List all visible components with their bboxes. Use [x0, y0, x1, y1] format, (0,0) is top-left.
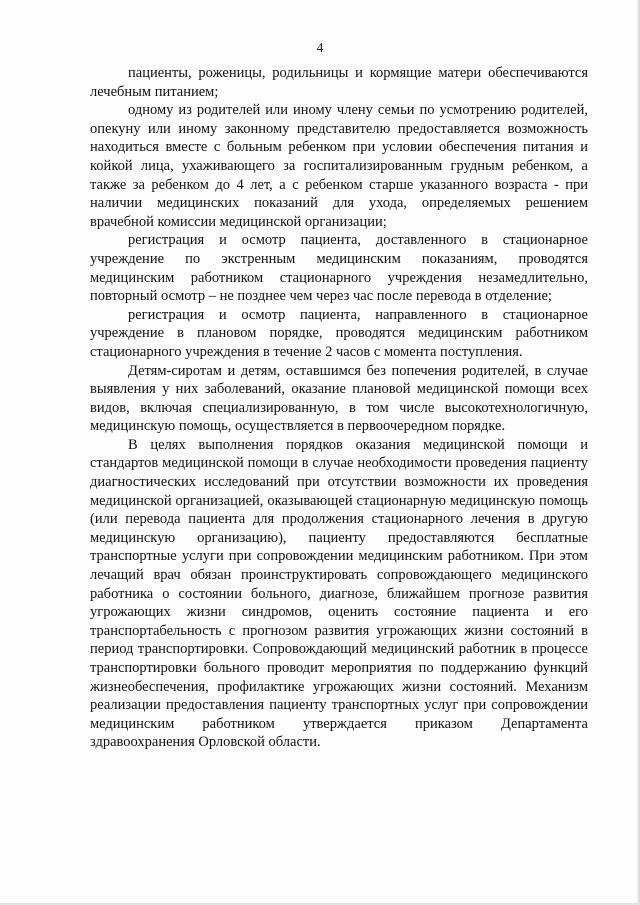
paragraph-emergency-registration: регистрация и осмотр пациента, доставленного в стационарное учреждение по экстренным медицинским показаниям, проводятся медицинским работником стационарного учреждения незамедлительно, повторный осмотр – не позднее чем через час после перевода в отделение;	[90, 232, 588, 305]
paragraph-parent-stay: одному из родителей или иному члену семьи по усмотрению родителей, опекуну или иному законному представителю предоставляется возможность находиться вместе с больным ребенком при условии обеспечения питания и койкой лица, ухаживающего за госпитализированным грудным ребенком, а также за ребенком до 4 лет, а с ребенком старше указанного возраста - при наличии медицинских показаний для ухода, определяемых решением врачебной комиссии медицинской организации;	[90, 102, 588, 230]
document-body	[90, 64, 588, 752]
paragraph-orphans: Детям-сиротам и детям, оставшимся без попечения родителей, в случае выявления у них заболеваний, оказание плановой медицинской помощи всех видов, включая специализированную, в том числе высокотехнологичную, медицинскую помощь, осуществляется в первоочередном порядке.	[90, 362, 588, 435]
paragraph-transport: В целях выполнения порядков оказания медицинской помощи и стандартов медицинской помощи в случае необходимости проведения пациенту диагностических исследований при отсутствии возможности их проведения медицинской организацией, оказывающей стационарную медицинскую помощь (или перевода пациента для продолжения стационарного лечения в другую медицинскую организацию), пациенту предоставляются бесплатные транспортные услуги при сопровождении медицинским работником. При этом лечащий врач обязан проинструктировать сопровождающего медицинского работника о состоянии больного, диагнозе, ближайшем прогнозе развития угрожающих жизни синдромов, оценить состояние пациента и его транспортабельность с прогнозом развития угрожающих жизни состояний в период транспортировки. Сопровождающий медицинский работник в процессе транспортировки больного проводит мероприятия по поддержанию функций жизнеобеспечения, профилактике угрожающих жизни состояний. Механизм реализации предоставления пациенту транспортных услуг при сопровождении медицинским работником утверждается приказом Департамента здравоохранения Орловской области.	[90, 436, 588, 751]
paragraph-meals: пациенты, роженицы, родильницы и кормящие матери обеспечиваются лечебным питанием;	[90, 65, 588, 100]
paragraph-planned-registration: регистрация и осмотр пациента, направленного в стационарное учреждение в плановом порядке, проводятся медицинским работником стационарного учреждения в течение 2 часов с момента поступления.	[90, 306, 588, 360]
page-number: 4	[316, 40, 324, 55]
